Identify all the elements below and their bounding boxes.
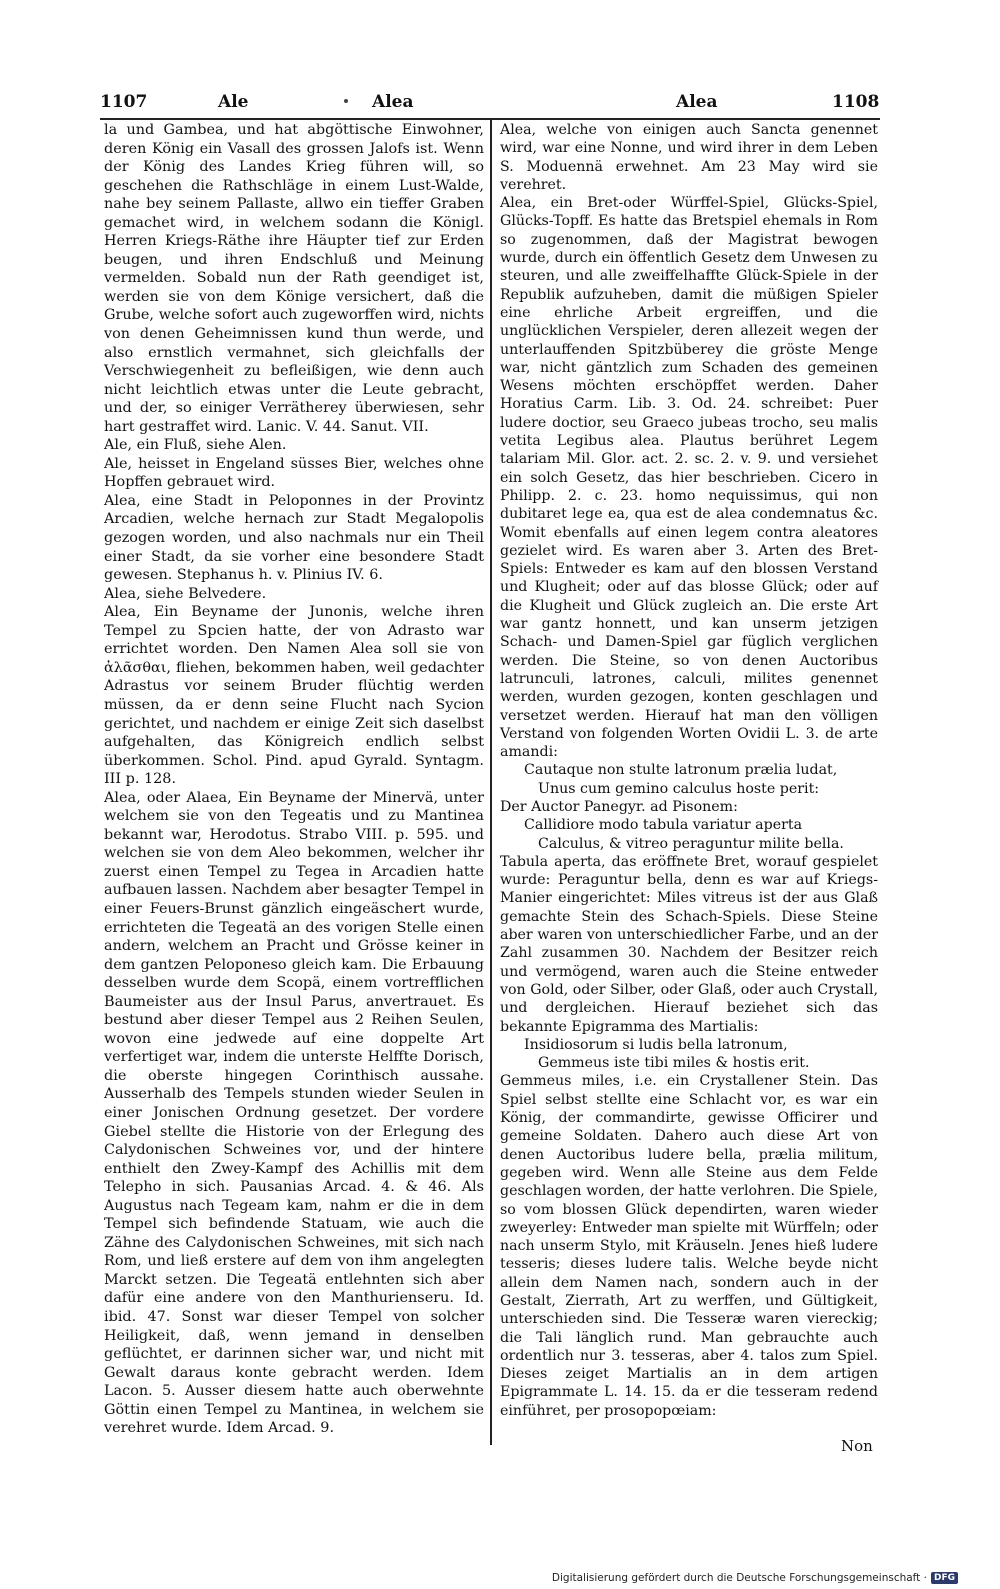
left-column	[104, 121, 484, 1438]
left-paragraph: Ale, heisset in Engeland süsses Bier, welches ohne Hopffen gebrauet wird.	[104, 455, 484, 491]
footer-text: Digitalisierung gefördert durch die Deutsche Forschungsgemeinschaft ·	[551, 1572, 927, 1584]
right-paragraph: Tabula aperta, das eröffnete Bret, worauf gespielet wurde: Peraguntur bella, denn es war auf Kriegs-Manier eingerichtet: Miles vitreus ist der aus Glaß gemachte Stein des Schach-Spiels. Diese Steine aber waren von unterschiedlicher Farbe, und an der Zahl zusammen 30. Nachdem der Besitzer reich und vermögend, waren auch die Steine entweder von Gold, oder Silber, oder Glaß, oder auch Crystall, und dergleichen. Hierauf beziehet sich das bekannte Epigramma des Martialis:	[500, 853, 878, 1035]
right-paragraph: Alea, welche von einigen auch Sancta genennet wird, war eine Nonne, und wird ihrer in dem Leben S. Moduennä erwehnet. Am 23 May wird sie verehret.	[500, 122, 878, 193]
column-divider	[490, 120, 492, 1445]
header-dot	[344, 99, 348, 103]
left-paragraph: Alea, siehe Belvedere.	[104, 585, 267, 602]
left-paragraph: Alea, Ein Beyname der Junonis, welche ihren Tempel zu Spcien hatte, der von Adrasto war errichtet worden. Den Namen Alea soll sie von ἀλᾶσθαι, fliehen, bekommen haben, weil gedachter Adrastus vor seinem Bruder flüchtig werden müssen, da er denn seine Flucht nach Sycion gerichtet, und nachdem er einige Zeit sich daselbst aufgehalten, das Königreich endlich selbst überkommen. Schol. Pind. apud Gyrald. Syntagm. III p. 128.	[104, 604, 484, 788]
digitization-footer	[552, 1569, 958, 1587]
verse-line: Insidiosorum si ludis bella latronum,	[524, 1036, 788, 1053]
verse-line: Gemmeus iste tibi miles & hostis erit.	[538, 1055, 810, 1072]
left-paragraph: Ale, ein Fluß, siehe Alen.	[104, 437, 287, 454]
left-header-word-2: Alea	[372, 92, 414, 112]
right-page-number: 1108	[832, 92, 880, 112]
left-paragraph: la und Gambea, und hat abgöttische Einwohner, deren König ein Vasall des grossen Jalofs ist. Wenn der König des Landes Krieg führen will, so geschehen die Rathschläge in einem Lust-Walde, nahe bey seinem Pallaste, allwo ein tieffer Graben gemachet wird, in welchem sodann die Königl. Herren Kriegs-Räthe ihre Häupter tief zur Erden beugen, und ihren Endschluß und Meinung vermelden. Sobald nun der Rath geendiget ist, werden sie von dem Könige versichert, daß die Grube, welche sofort auch zugeworffen wird, nichts von denen Geheimnissen kund thun werde, und also ernstlich vermahnet, sich gleichfalls der Verschwiegenheit zu befleißigen, wie denn auch nicht leichtlich etwas unter die Leute gebracht, und der, so einiger Verrätherey überwiesen, sehr hart gestraffet wird. Lanic. V. 44. Sanut. VII.	[104, 122, 484, 435]
verse-line: Callidiore modo tabula variatur aperta	[524, 817, 803, 834]
right-paragraph: Der Auctor Panegyr. ad Pisonem:	[500, 798, 738, 815]
left-page-number: 1107	[100, 92, 148, 112]
verse-line: Unus cum gemino calculus hoste perit:	[538, 780, 820, 797]
right-paragraph: Alea, ein Bret-oder Würffel-Spiel, Glücks-Spiel, Glücks-Topff. Es hatte das Bretspiel ehemals in Rom so zugenommen, daß der Magistrat bewogen wurde, durch ein öffentlich Gesetz dem Unwesen zu steuren, und alle zweiffelhaffte Glück-Spiele in der Republik aufzuheben, damit die müßigen Spieler eine ehrliche Arbeit ergreiffen, und die unglücklichen Verspieler, deren allezeit wegen der unterlauffenden Spitzbüberey die gröste Menge war, nicht gäntzlich zum Schaden des gemeinen Wesens möchten erschöpffet werden. Daher Horatius Carm. Lib. 3. Od. 24. schreibet: Puer ludere doctior, seu Graeco jubeas trocho, seu malis vetita Legibus alea. Plautus berühret Legem talariam Mil. Glor. act. 2. sc. 2. v. 9. und versiehet ein solch Gesetz, das hier beschrieben. Cicero in Philipp. 2. c. 23. homo nequissimus, qui non dubitaret lege ea, qua est de alea condemnatus &c. Womit ebenfalls auf einen legem contra aleatores gezielet wird. Es waren aber 3. Arten des Bret-Spiels: Entweder es kam auf den blossen Verstand und Klugheit; oder auf das blosse Glück; oder auf die Klugheit und Glück zugleich an. Die erste Art war gantz honnett, und kan unserm jetzigen Schach- und Damen-Spiel gar füglich verglichen werden. Die Steine, so von denen Auctoribus latrunculi, latrones, calculi, milites genennet werden, wurden gezogen, konten geschlagen und versetzet werden. Hierauf hat man den völligen Verstand von folgenden Worten Ovidii L. 3. de arte amandi:	[500, 195, 878, 761]
left-paragraph: Alea, oder Alaea, Ein Beyname der Minervä, unter welchem sie von den Tegeatis und zu Mantinea bekannt war, Herodotus. Strabo VIII. p. 595. und welchen sie von dem Aleo bekommen, welcher ihr zuerst einen Tempel zu Tegea in Arcadien hatte aufbauen lassen. Nachdem aber besagter Tempel in einer Feuers-Brunst gänzlich eingeäschert wurde, errichteten die Tegeatä an des vorigen Stelle einen andern, welchem an Pracht und Grösse keiner in dem gantzen Peloponeso gleich kam. Die Erbauung desselben wurde dem Scopä, einem vortrefflichen Baumeister aus der Insul Parus, anvertrauet. Es bestund aber dieser Tempel aus 2 Reihen Seulen, wovon eine jedwede auf eine doppelte Art verfertiget war, indem die unterste Helffte Dorisch, die oberste hingegen Corinthisch aussahe. Ausserhalb des Tempels stunden wieder Seulen in einer Jonischen Ordnung gesetzet. Der vordere Giebel stellte die Historie von der Erlegung des Calydonischen Schweines vor, und der hintere enthielt den Zwey-Kampf des Achillis mit dem Telepho in sich. Pausanias Arcad. 4. & 46. Als Augustus nach Tegeam kam, nahm er die in dem Tempel sich befindende Statuam, wie auch die Zähne des Calydonischen Schweines, mit sich nach Rom, und ließ erstere auf dem von ihm angelegten Marckt setzen. Die Tegeatä entlehnten sich aber dafür eine andere von den Manthurienseru. Id. ibid. 47. Sonst war dieser Tempel von solcher Heiligkeit, daß, wenn jemand in denselben geflüchtet, er darinnen sicher war, und nicht mit Gewalt daraus konte gebracht werden. Idem Lacon. 5. Ausser diesem hatte auch oberwehnte Göttin einen Tempel zu Mantinea, in welchem sie verehret wurde. Idem Arcad. 9.	[104, 789, 484, 1437]
verse-line: Calculus, & vitreo peraguntur milite bella.	[538, 835, 844, 852]
right-column	[500, 121, 878, 1420]
left-header-word: Ale	[218, 92, 249, 112]
left-paragraph: Alea, eine Stadt in Peloponnes in der Provintz Arcadien, welche hernach zur Stadt Megalopolis gezogen worden, und also nachmals nur ein Theil einer Stadt, da sie vorher eine besondere Stadt gewesen. Stephanus h. v. Plinius IV. 6.	[104, 492, 484, 584]
catchword: Non	[841, 1437, 873, 1455]
right-paragraph: Gemmeus miles, i.e. ein Crystallener Stein. Das Spiel selbst stellte eine Schlacht vor, es war ein König, der commandirte, gewisse Officirer und gemeine Soldaten. Dahero auch diese Art von denen Auctoribus ludere bella, prælia militum, gegeben wird. Wenn alle Steine aus dem Felde geschlagen worden, der hatte verlohren. Die Spiele, so vom blossen Glück dependirten, waren wieder zweyerley: Entweder man spielte mit Würffeln; oder nach unserm Stylo, mit Kräuseln. Jenes hieß ludere tesseris; dieses ludere talis. Welche beyde nicht allein dem Namen nach, sondern auch in der Gestalt, Zierrath, Art zu werffen, und Gültigkeit, unterschieden sind. Die Tesseræ waren viereckig; die Tali länglich rund. Man gebrauchte auch ordentlich nur 3. tesseras, aber 4. talos zum Spiel. Dieses zeiget Martialis an in dem artigen Epigrammate L. 14. 15. da er die tesseram redend einführet, per prosopopœiam:	[500, 1073, 878, 1419]
verse-line: Cautaque non stulte latronum prælia ludat,	[524, 762, 838, 779]
right-header-word: Alea	[676, 92, 718, 112]
dfg-logo: DFG	[931, 1572, 958, 1584]
